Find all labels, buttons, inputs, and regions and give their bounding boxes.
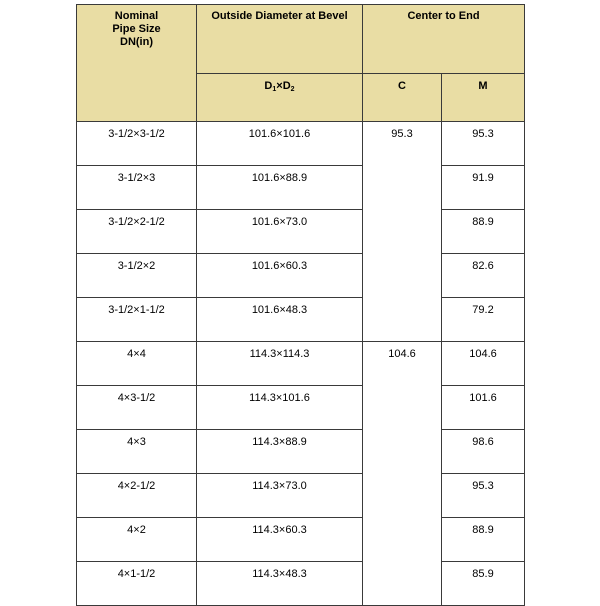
cell-m: 88.9 <box>442 518 525 562</box>
cell-size: 4×2-1/2 <box>77 474 197 518</box>
table-row <box>77 298 525 342</box>
cell-od: 101.6×88.9 <box>197 166 363 210</box>
cell-od: 114.3×101.6 <box>197 386 363 430</box>
header-c: C <box>363 74 442 122</box>
cell-od: 114.3×48.3 <box>197 562 363 606</box>
cell-size: 4×3-1/2 <box>77 386 197 430</box>
table-row <box>77 386 525 430</box>
cell-od: 101.6×48.3 <box>197 298 363 342</box>
cell-size: 3-1/2×2-1/2 <box>77 210 197 254</box>
cell-size: 4×2 <box>77 518 197 562</box>
cell-od: 101.6×101.6 <box>197 122 363 166</box>
cell-size: 4×4 <box>77 342 197 386</box>
cell-m: 88.9 <box>442 210 525 254</box>
table-row <box>77 166 525 210</box>
table-row <box>77 122 525 166</box>
header-m: M <box>442 74 525 122</box>
header-d1-subscript: 1 <box>272 86 277 93</box>
cell-m: 104.6 <box>442 342 525 386</box>
cell-od: 101.6×73.0 <box>197 210 363 254</box>
header-row-1 <box>77 5 525 74</box>
pipe-dimension-table <box>76 4 525 606</box>
table-row <box>77 210 525 254</box>
pipe-dimension-table-wrapper <box>76 4 524 606</box>
header-outside-diameter: Outside Diameter at Bevel <box>197 5 363 74</box>
cell-m: 98.6 <box>442 430 525 474</box>
cell-m: 101.6 <box>442 386 525 430</box>
cell-m: 85.9 <box>442 562 525 606</box>
cell-size: 3-1/2×2 <box>77 254 197 298</box>
cell-od: 114.3×73.0 <box>197 474 363 518</box>
cell-m: 91.9 <box>442 166 525 210</box>
table-row <box>77 342 525 386</box>
cell-od: 114.3×114.3 <box>197 342 363 386</box>
cell-m: 95.3 <box>442 474 525 518</box>
table-row <box>77 474 525 518</box>
table-row <box>77 254 525 298</box>
cell-m: 79.2 <box>442 298 525 342</box>
cell-size: 3-1/2×3 <box>77 166 197 210</box>
table-row <box>77 562 525 606</box>
cell-c: 104.6 <box>363 342 442 606</box>
header-size-line-3: DN(in) <box>120 36 153 48</box>
header-nominal-pipe-size <box>77 5 197 122</box>
cell-size: 4×3 <box>77 430 197 474</box>
cell-size: 3-1/2×3-1/2 <box>77 122 197 166</box>
header-size-line-2: Pipe Size <box>112 23 161 35</box>
table-row <box>77 518 525 562</box>
header-d2-subscript: 2 <box>290 86 295 93</box>
cell-od: 114.3×60.3 <box>197 518 363 562</box>
header-d2-letter: ×D <box>276 80 291 92</box>
header-size-line-1: Nominal <box>114 10 159 22</box>
cell-m: 82.6 <box>442 254 525 298</box>
cell-c: 95.3 <box>363 122 442 342</box>
header-center-to-end: Center to End <box>363 5 525 74</box>
cell-od: 101.6×60.3 <box>197 254 363 298</box>
cell-size: 4×1-1/2 <box>77 562 197 606</box>
cell-size: 3-1/2×1-1/2 <box>77 298 197 342</box>
cell-od: 114.3×88.9 <box>197 430 363 474</box>
header-d1-letter: D <box>264 80 273 92</box>
cell-m: 95.3 <box>442 122 525 166</box>
header-d1-d2 <box>197 74 363 122</box>
table-row <box>77 430 525 474</box>
